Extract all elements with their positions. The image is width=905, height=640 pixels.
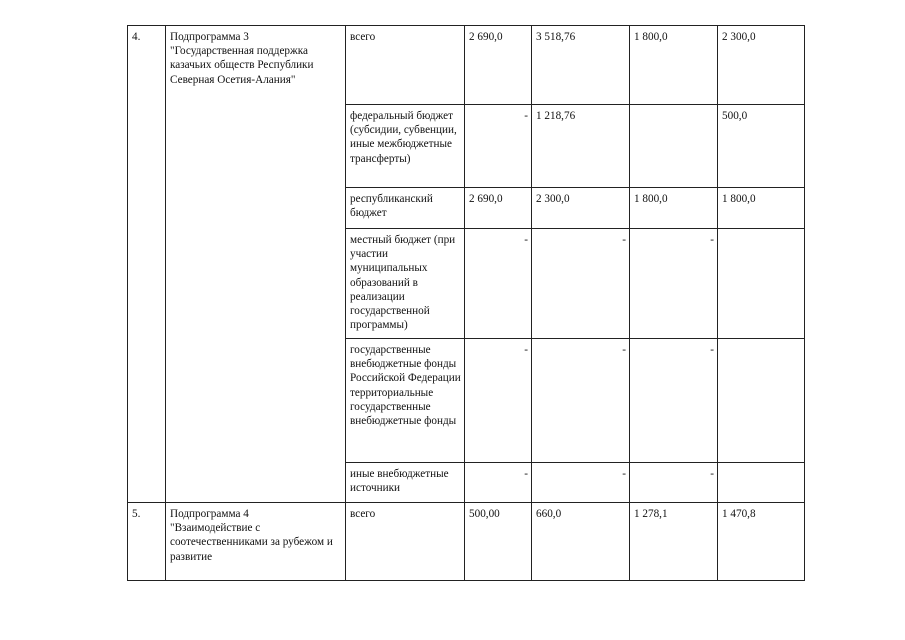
source-label: федеральный бюджет (субсидии, субвенции, иные межбюджетные трансферты)	[346, 105, 465, 188]
value-cell	[630, 105, 718, 188]
value-cell: -	[532, 463, 630, 503]
value-cell: -	[630, 339, 718, 463]
program-title	[166, 26, 346, 503]
value-cell: 500,0	[718, 105, 805, 188]
value-cell: 2 690,0	[465, 188, 532, 229]
value-cell: 1 800,0	[630, 26, 718, 105]
program-title-text: Подпрограмма 4 "Взаимодействие с соотечественниками за рубежом и развитие	[170, 508, 333, 563]
table-row	[128, 503, 805, 581]
value-cell: 2 300,0	[718, 26, 805, 105]
value-cell: -	[532, 339, 630, 463]
value-cell: -	[465, 339, 532, 463]
value-cell: -	[465, 229, 532, 339]
value-cell: -	[630, 229, 718, 339]
value-cell: -	[532, 229, 630, 339]
value-cell: 3 518,76	[532, 26, 630, 105]
budget-table	[127, 25, 805, 581]
value-cell: 660,0	[532, 503, 630, 581]
value-cell: -	[465, 105, 532, 188]
source-label: республиканский бюджет	[346, 188, 465, 229]
value-cell: 1 800,0	[718, 188, 805, 229]
value-cell: 2 690,0	[465, 26, 532, 105]
value-cell: 500,00	[465, 503, 532, 581]
value-cell	[718, 339, 805, 463]
value-cell	[718, 463, 805, 503]
value-cell	[718, 229, 805, 339]
source-label: местный бюджет (при участии муниципальных образований в реализации государственной программы)	[346, 229, 465, 339]
value-cell: 1 470,8	[718, 503, 805, 581]
source-label: государственные внебюджетные фонды Российской Федерации территориальные государственные внебюджетные фонды	[346, 339, 465, 463]
value-cell: -	[465, 463, 532, 503]
value-cell: -	[630, 463, 718, 503]
value-cell: 1 278,1	[630, 503, 718, 581]
row-number: 5.	[128, 503, 166, 581]
source-label: всего	[346, 26, 465, 105]
value-cell: 1 800,0	[630, 188, 718, 229]
table-row	[128, 26, 805, 105]
source-label: иные внебюджетные источники	[346, 463, 465, 503]
program-title	[166, 503, 346, 581]
program-title-text: Подпрограмма 3 "Государственная поддержка казачьих обществ Республики Северная Осетия-Алания"	[170, 31, 314, 86]
row-number: 4.	[128, 26, 166, 503]
value-cell: 2 300,0	[532, 188, 630, 229]
value-cell: 1 218,76	[532, 105, 630, 188]
source-label: всего	[346, 503, 465, 581]
